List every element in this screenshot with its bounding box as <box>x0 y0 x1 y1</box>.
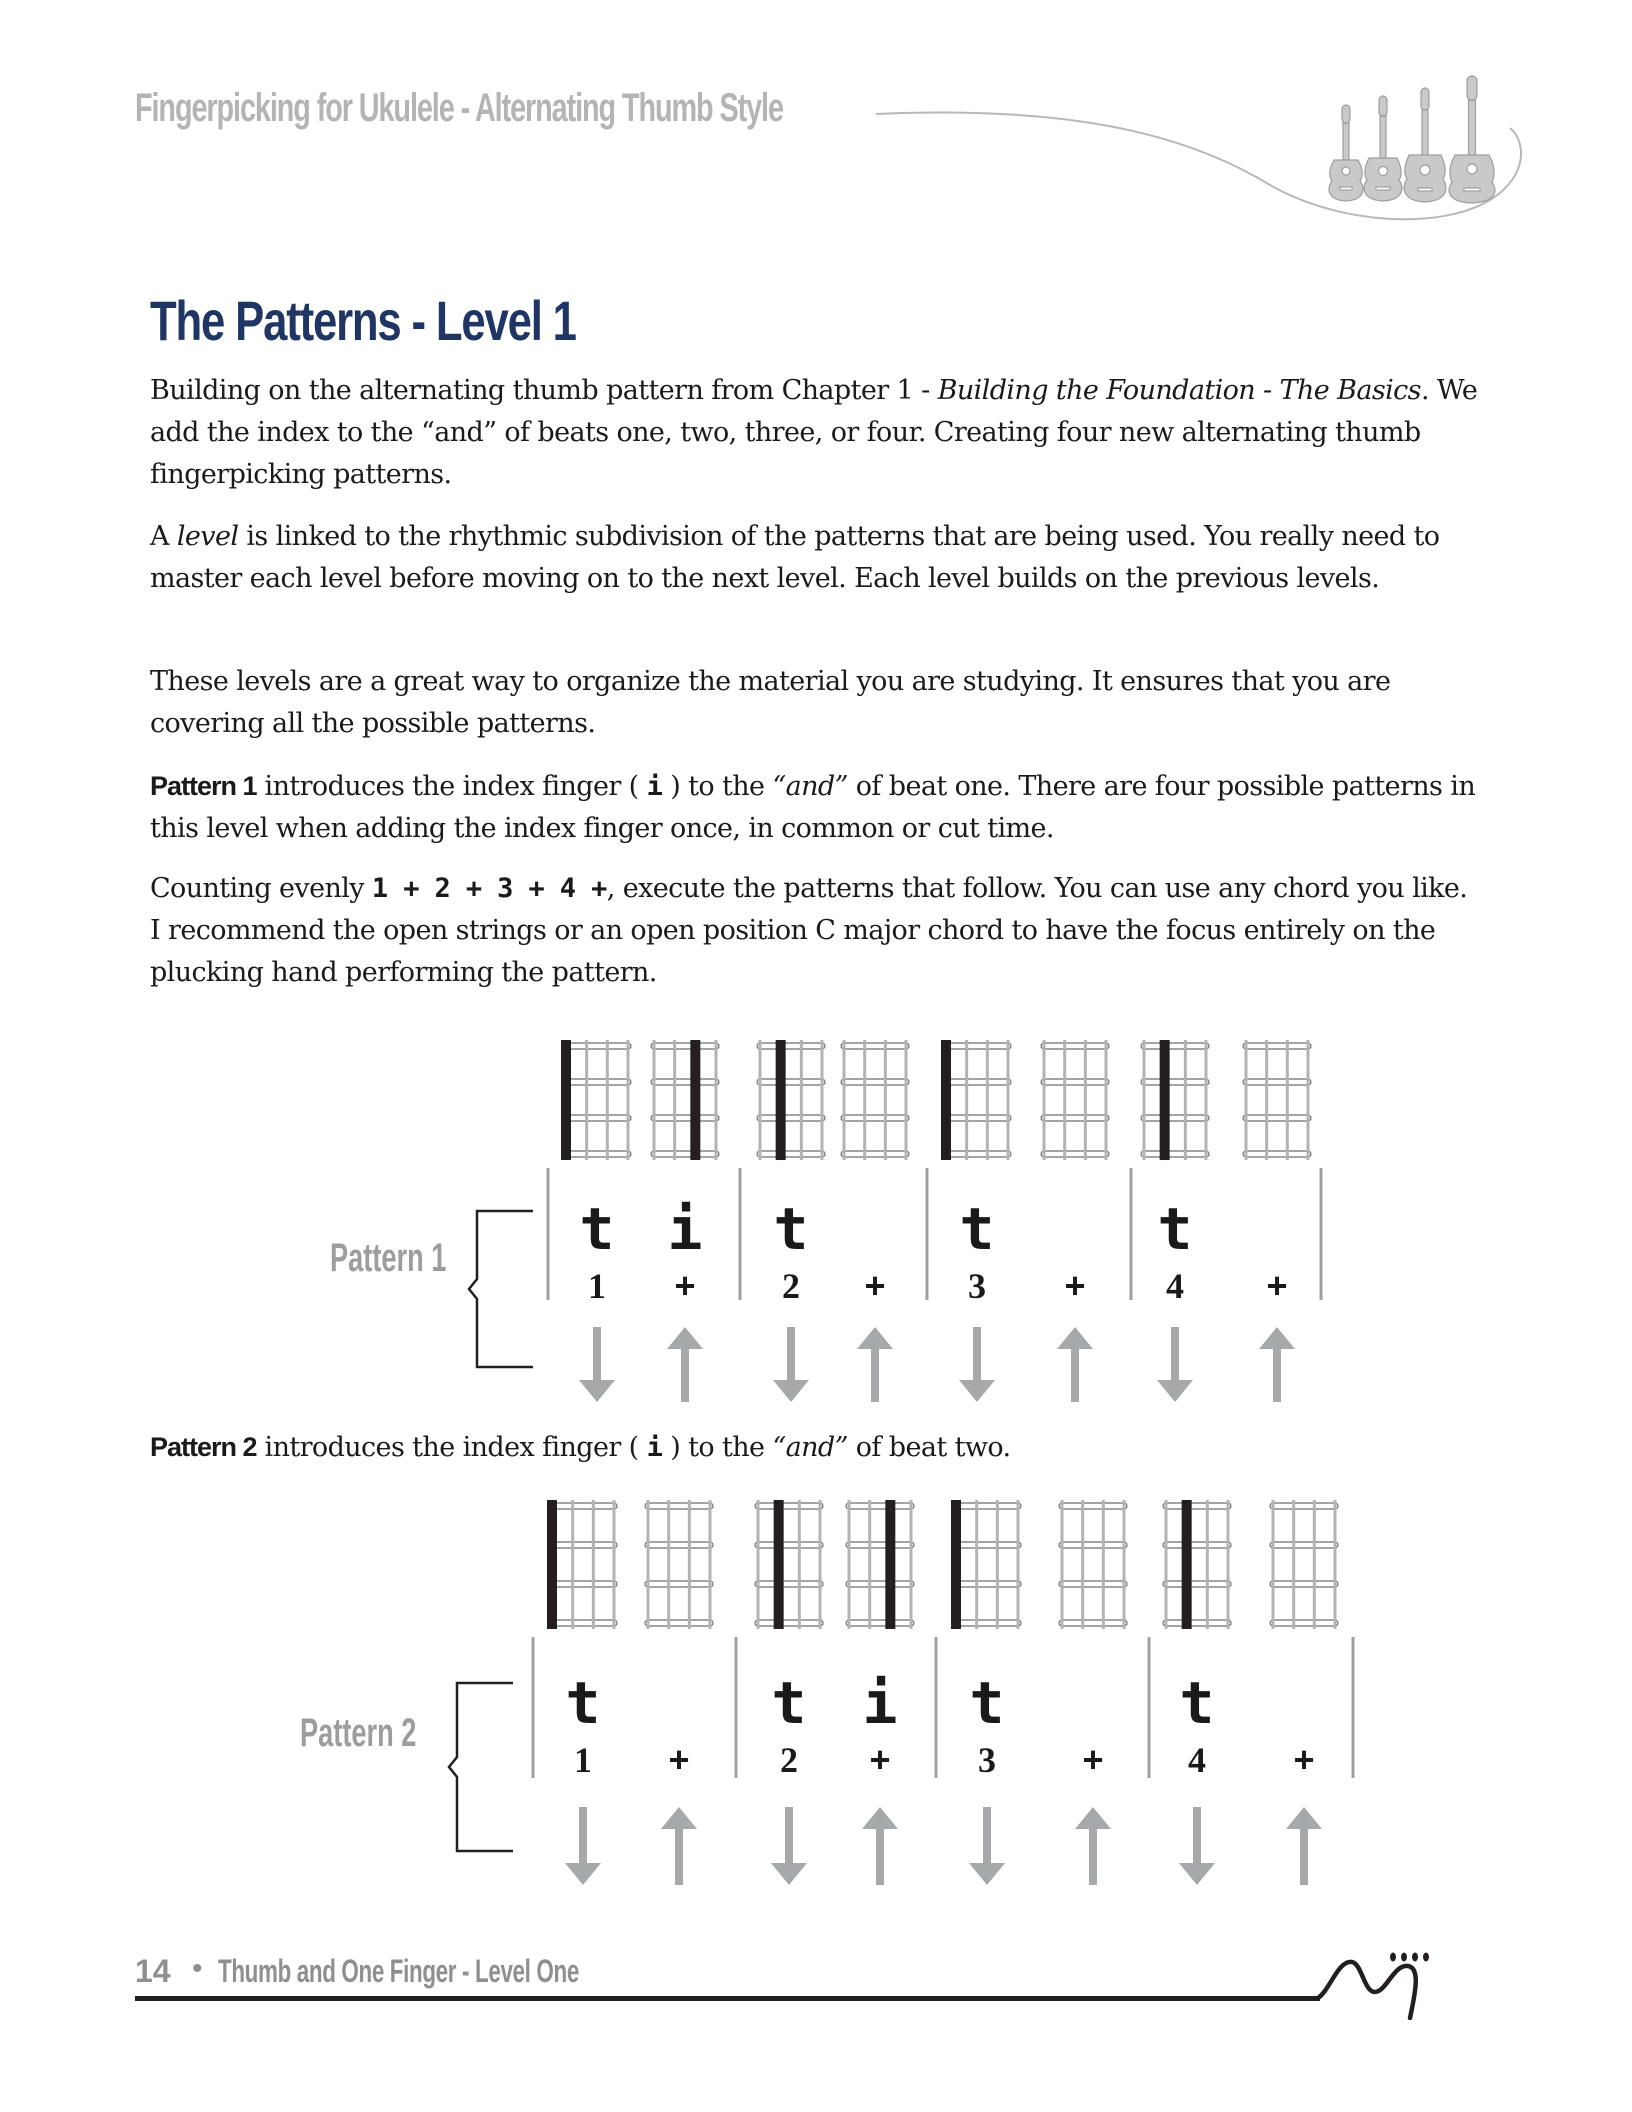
fret-line <box>1163 1503 1231 1509</box>
text: of beat two. <box>847 1432 1011 1463</box>
fret-line <box>953 1620 1021 1626</box>
text: Building on the alternating thumb pattern from Chapter 1 - <box>150 375 938 406</box>
fret-line <box>953 1581 1021 1587</box>
text: ) to the <box>662 1432 773 1463</box>
plucked-string-marker <box>885 1500 895 1629</box>
beat-count-label: 1 <box>574 1740 592 1780</box>
beat-count-label: 2 <box>782 1266 800 1306</box>
pattern-label: Pattern 1 <box>330 1236 447 1280</box>
up-arrow-icon <box>862 1807 898 1885</box>
up-arrow-icon <box>661 1807 697 1885</box>
page-title: The Patterns - Level 1 <box>150 289 576 352</box>
fret-line <box>1163 1581 1231 1587</box>
pattern-label: Pattern 2 <box>300 1711 417 1755</box>
beat-count-label: 4 <box>1188 1740 1206 1780</box>
thumb-label: t <box>565 1669 601 1737</box>
down-arrow-icon <box>969 1807 1005 1885</box>
beat-count-label: + <box>869 1739 891 1780</box>
fret-line <box>549 1581 617 1587</box>
text: . We add the index to the “and” of beats one, two, three, or four. Creating four new alternating thumb fingerpicking patterns. <box>150 375 1478 490</box>
footer-section-title: Thumb and One Finger - Level One <box>218 1953 579 1989</box>
text: introduces the index finger ( <box>256 771 647 802</box>
down-arrow-icon <box>771 1807 807 1885</box>
plucked-string-marker <box>951 1500 961 1629</box>
footer-rule <box>135 1996 1320 2001</box>
level-term: level <box>176 521 239 552</box>
string-diagram <box>951 1500 1021 1629</box>
thumb-label: t <box>959 1195 995 1263</box>
fret-line <box>1059 1581 1127 1587</box>
text: of beat one. There are four possible patterns in this level when adding the index finger once, in common or cut time. <box>150 771 1476 844</box>
plucked-string-marker <box>1182 1500 1192 1629</box>
and-term: “and” <box>772 1432 848 1463</box>
string-diagram <box>755 1500 823 1629</box>
fret-line <box>755 1581 823 1587</box>
beat-count-label: 3 <box>978 1740 996 1780</box>
up-arrow-icon <box>1075 1807 1111 1885</box>
footer-separator: • <box>192 1952 203 1985</box>
and-term: “and” <box>772 771 848 802</box>
footer-wave-icon <box>1318 1962 1416 2018</box>
fret-line <box>645 1581 713 1587</box>
beat-count-label: + <box>1293 1739 1315 1780</box>
fret-line <box>846 1503 914 1509</box>
up-arrow-icon <box>1286 1807 1322 1885</box>
beat-count-label: + <box>674 1265 696 1306</box>
thumb-label: t <box>771 1669 807 1737</box>
thumb-label: t <box>969 1669 1005 1737</box>
pattern-2-lead: Pattern 2 <box>150 1432 257 1462</box>
string-diagram <box>645 1500 713 1629</box>
string-diagram <box>1059 1500 1127 1629</box>
beat-count-label: 2 <box>780 1740 798 1780</box>
fret-line <box>645 1620 713 1626</box>
pattern-bracket <box>449 1683 513 1851</box>
index-finger-label: i <box>667 1195 703 1263</box>
fret-line <box>846 1620 914 1626</box>
fret-line <box>1059 1503 1127 1509</box>
index-finger-label: i <box>862 1669 898 1737</box>
text: , execute the patterns that follow. You can use any chord you like. I recommend the open strings or an open position C major chord to have the focus entirely on the plucking hand performing the pattern. <box>150 873 1468 988</box>
string-diagram <box>846 1500 914 1629</box>
beat-count-label: + <box>668 1739 690 1780</box>
fret-line <box>846 1581 914 1587</box>
beat-count-label: + <box>1082 1739 1104 1780</box>
string-diagram <box>547 1500 617 1629</box>
text: introduces the index finger ( <box>256 1432 647 1463</box>
beat-count-label: 1 <box>588 1266 606 1306</box>
fret-line <box>1270 1542 1338 1548</box>
fret-line <box>1270 1581 1338 1587</box>
plucked-string-marker <box>774 1500 784 1629</box>
thumb-label: t <box>1179 1669 1215 1737</box>
fret-line <box>755 1620 823 1626</box>
down-arrow-icon <box>1179 1807 1215 1885</box>
plucked-string-marker <box>547 1500 557 1629</box>
fret-line <box>1163 1542 1231 1548</box>
index-finger-symbol: i <box>646 1432 663 1463</box>
footer-decoration <box>0 1940 1632 2020</box>
thumb-label: t <box>579 1195 615 1263</box>
count-sequence: 1 + 2 + 3 + 4 + <box>371 873 607 904</box>
text: A <box>150 521 177 552</box>
footer-dots-icon <box>1390 1953 1429 1962</box>
beat-count-label: 4 <box>1166 1266 1184 1306</box>
down-arrow-icon <box>565 1807 601 1885</box>
fret-line <box>549 1542 617 1548</box>
fret-line <box>755 1542 823 1548</box>
string-diagram <box>1163 1500 1231 1629</box>
string-diagram <box>1270 1500 1338 1629</box>
beat-count-label: 3 <box>968 1266 986 1306</box>
fret-line <box>1163 1620 1231 1626</box>
fret-line <box>549 1503 617 1509</box>
fret-line <box>846 1542 914 1548</box>
fret-line <box>1270 1503 1338 1509</box>
pattern-1-lead: Pattern 1 <box>150 771 257 801</box>
thumb-label: t <box>1157 1195 1193 1263</box>
thumb-label: t <box>773 1195 809 1263</box>
fret-line <box>1059 1542 1127 1548</box>
paragraph-organization: These levels are a great way to organize the material you are studying. It ensures that you are covering all the possible patterns. <box>150 666 1391 739</box>
beat-count-label: + <box>1266 1265 1288 1306</box>
fret-line <box>1059 1620 1127 1626</box>
fret-line <box>755 1503 823 1509</box>
fret-line <box>1270 1620 1338 1626</box>
page-number: 14 <box>135 1953 171 1989</box>
fret-line <box>645 1503 713 1509</box>
text: Counting evenly <box>150 873 372 904</box>
running-title: Fingerpicking for Ukulele - Alternating Thumb Style <box>135 86 783 130</box>
fret-line <box>549 1620 617 1626</box>
beat-count-label: + <box>1064 1265 1086 1306</box>
text: ) to the <box>662 771 773 802</box>
fret-line <box>953 1542 1021 1548</box>
beat-count-label: + <box>864 1265 886 1306</box>
text: is linked to the rhythmic subdivision of the patterns that are being used. You really need to master each level before moving on to the next level. Each level builds on the previous levels. <box>150 521 1440 594</box>
fret-line <box>953 1503 1021 1509</box>
chapter-reference: Building the Foundation - The Basics <box>937 375 1421 406</box>
index-finger-symbol: i <box>646 771 663 802</box>
fret-line <box>645 1542 713 1548</box>
